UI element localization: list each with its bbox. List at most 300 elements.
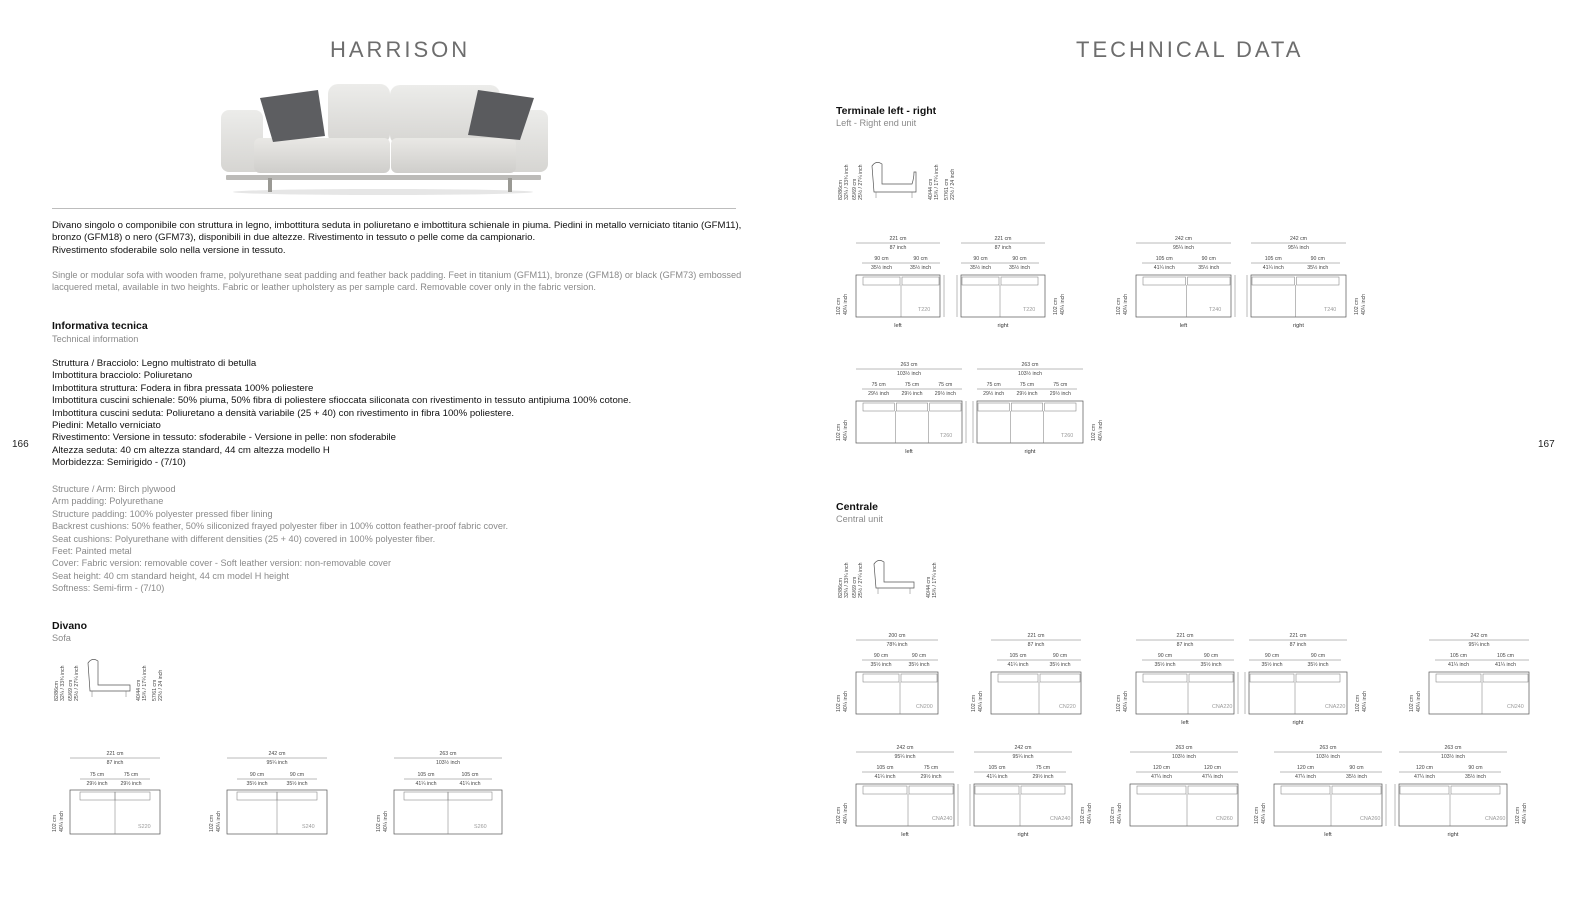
side-label: left bbox=[1181, 720, 1189, 726]
segment-inch: 35½ inch bbox=[909, 265, 932, 271]
segment-cm: 120 cm bbox=[1152, 765, 1171, 771]
depth-inch: 40¼ inch bbox=[1361, 293, 1367, 315]
segment-inch: 29½ inch bbox=[1049, 391, 1071, 397]
central-side-profile bbox=[836, 556, 946, 602]
unit-code: S220 bbox=[138, 824, 151, 830]
back-cushion bbox=[1021, 786, 1065, 794]
sofa-hero-image bbox=[218, 80, 548, 195]
segment-inch: 35½ inch bbox=[1049, 662, 1071, 668]
depth-inch: 40¼ inch bbox=[59, 810, 65, 832]
segment-inch: 47¼ inch bbox=[1413, 774, 1436, 780]
segment-inch: 35½ inch bbox=[1008, 265, 1031, 271]
depth-cm: 102 cm bbox=[1116, 297, 1122, 315]
depth-inch: 40¼ inch bbox=[978, 690, 984, 712]
central-heading: Centrale bbox=[836, 501, 879, 513]
width-cm: 242 cm bbox=[1289, 236, 1308, 242]
central-plan-cna220-right bbox=[1243, 630, 1387, 730]
desc-en-line: lacquered metal, available in two heights. Fabric or leather upholstery as per sample card. Removable cover only in the fabric version. bbox=[52, 282, 596, 293]
tech-en-line: Softness: Semi-firm - (7/10) bbox=[52, 583, 165, 594]
central-plan-cna260-right bbox=[1393, 742, 1547, 842]
side-dim-text: 15¾ / 17¼ inch bbox=[142, 665, 148, 701]
back-cushion bbox=[1296, 674, 1340, 682]
segment-cm: 90 cm bbox=[1157, 653, 1173, 659]
width-cm: 263 cm bbox=[1319, 745, 1337, 751]
width-inch: 87 inch bbox=[889, 245, 907, 251]
width-inch: 95¼ inch bbox=[1172, 245, 1195, 251]
depth-inch: 40¼ inch bbox=[1123, 690, 1129, 712]
segment-cm: 105 cm bbox=[1155, 256, 1173, 262]
unit-code: CN260 bbox=[1216, 816, 1233, 822]
back-cushion bbox=[1436, 674, 1481, 682]
segment-inch: 35½ inch bbox=[1154, 662, 1176, 668]
unit-code: T260 bbox=[940, 433, 953, 439]
back-cushion bbox=[909, 786, 953, 794]
segment-cm: 105 cm bbox=[1264, 256, 1282, 262]
end-plan-t260-left bbox=[832, 359, 984, 459]
width-inch: 103½ inch bbox=[1018, 371, 1042, 377]
side-label: right bbox=[1293, 323, 1304, 329]
depth-inch: 40¼ inch bbox=[1060, 293, 1066, 315]
tech-it-line: Rivestimento: Versione in tessuto: sfoderabile - Versione in pelle: non sfoderabile bbox=[52, 432, 396, 444]
width-cm: 221 cm bbox=[889, 236, 907, 242]
tech-it-line: Imbottitura bracciolo: Poliuretano bbox=[52, 370, 193, 382]
desc-it-line: Divano singolo o componibile con struttura in legno, imbottitura seduta in poliuretano e imbottitura schienale in piuma. Piedini in metallo verniciato titanio (GFM11), bbox=[52, 220, 742, 231]
segment-cm: 75 cm bbox=[1035, 765, 1051, 771]
tech-en-line: Cover: Fabric version: removable cover - Soft leather version: non-removable cover bbox=[52, 558, 392, 569]
depth-inch: 40¼ inch bbox=[1522, 802, 1528, 824]
unit-code: CN220 bbox=[1059, 704, 1076, 710]
end-unit-heading: Terminale left - right bbox=[836, 105, 937, 117]
segment-inch: 47¼ inch bbox=[1201, 774, 1224, 780]
back-cushion bbox=[1143, 674, 1187, 682]
side-dim-text: 65/69 cm bbox=[852, 576, 858, 598]
width-cm: 263 cm bbox=[1021, 362, 1039, 368]
segment-cm: 90 cm bbox=[1264, 653, 1280, 659]
back-cushion bbox=[902, 277, 939, 285]
depth-cm: 102 cm bbox=[836, 694, 842, 712]
end-plan-t240-right bbox=[1245, 233, 1386, 333]
segment-inch: 35½ inch bbox=[969, 265, 992, 271]
page-number-right: 167 bbox=[1538, 439, 1555, 450]
width-cm: 242 cm bbox=[896, 745, 914, 751]
depth-inch: 40¼ inch bbox=[216, 810, 222, 832]
width-inch: 103½ inch bbox=[1316, 754, 1340, 760]
unit-code: CN200 bbox=[916, 704, 933, 710]
width-inch: 103½ inch bbox=[1172, 754, 1196, 760]
tech-it-line: Imbottitura cuscini seduta: Poliuretano a densità variabile (25 + 40) con rivestimento in fibra 100% poliestere. bbox=[52, 407, 515, 419]
side-label: right bbox=[1447, 832, 1459, 838]
back-cushion bbox=[975, 786, 1019, 794]
tech-en-line: Feet: Painted metal bbox=[52, 546, 132, 557]
side-dim-text: 65/69 cm bbox=[68, 679, 74, 701]
central-plan-cn260-single bbox=[1106, 742, 1260, 842]
segment-cm: 90 cm bbox=[1468, 765, 1483, 771]
desc-it-line: Rivestimento sfoderabile solo nella versione in tessuto. bbox=[52, 244, 286, 256]
unit-code: T240 bbox=[1324, 307, 1337, 313]
segment-inch: 41¼ inch bbox=[1153, 265, 1175, 271]
side-label: right bbox=[1017, 832, 1029, 838]
segment-cm: 90 cm bbox=[873, 653, 889, 659]
width-cm: 263 cm bbox=[1175, 745, 1193, 751]
back-cushion bbox=[1188, 277, 1231, 285]
width-inch: 78¾ inch bbox=[886, 642, 908, 648]
depth-cm: 102 cm bbox=[836, 423, 842, 441]
seat-cm: 75 cm bbox=[123, 772, 139, 778]
back-cushion bbox=[901, 674, 937, 682]
segment-cm: 90 cm bbox=[913, 256, 928, 262]
back-cushion bbox=[863, 674, 899, 682]
width-cm: 221 cm bbox=[1176, 633, 1194, 639]
tech-en-line: Structure / Arm: Birch plywood bbox=[52, 484, 176, 494]
side-dim-text: 22½ / 24 inch bbox=[950, 168, 956, 200]
side-label: right bbox=[1024, 449, 1036, 455]
depth-inch: 40¼ inch bbox=[1362, 690, 1368, 712]
depth-inch: 40¼ inch bbox=[843, 802, 849, 824]
segment-cm: 75 cm bbox=[904, 382, 920, 388]
side-dim-text: 40/44 cm bbox=[926, 576, 932, 598]
width-inch: 95¼ inch bbox=[894, 754, 916, 760]
description-english bbox=[52, 269, 752, 294]
end-plan-t240-left bbox=[1112, 233, 1253, 333]
side-label: left bbox=[901, 832, 909, 838]
seat-inch: 35½ inch bbox=[286, 781, 308, 787]
segment-cm: 90 cm bbox=[1012, 256, 1027, 262]
side-label: left bbox=[1324, 832, 1332, 838]
tech-en-line: Arm padding: Polyurethane bbox=[52, 496, 164, 507]
side-dim-text: 57/61 cm bbox=[944, 178, 950, 200]
segment-inch: 47¼ inch bbox=[1294, 774, 1317, 780]
unit-code: CNA260 bbox=[1485, 816, 1506, 822]
depth-cm: 102 cm bbox=[376, 814, 382, 832]
back-cushion bbox=[930, 403, 961, 411]
sofa-side-profile bbox=[52, 655, 182, 705]
depth-inch: 40¼ inch bbox=[1123, 293, 1129, 315]
depth-inch: 40¼ inch bbox=[1416, 690, 1422, 712]
segment-cm: 90 cm bbox=[973, 256, 988, 262]
depth-cm: 102 cm bbox=[1091, 423, 1097, 441]
unit-code: S240 bbox=[302, 824, 315, 830]
segment-inch: 29½ inch bbox=[920, 774, 942, 780]
depth-cm: 102 cm bbox=[209, 814, 215, 832]
tech-en-line: Structure padding: 100% polyester pressed fiber lining bbox=[52, 508, 273, 519]
width-cm: 200 cm bbox=[888, 633, 906, 639]
segment-cm: 90 cm bbox=[1203, 653, 1219, 659]
width-inch: 87 inch bbox=[1289, 642, 1307, 648]
width-cm: 242 cm bbox=[268, 751, 286, 757]
side-dim-text: 82/86cm bbox=[54, 681, 60, 701]
side-label: right bbox=[997, 323, 1009, 329]
seat-cm: 105 cm bbox=[461, 772, 479, 778]
depth-cm: 102 cm bbox=[52, 814, 58, 832]
central-subheading: Central unit bbox=[836, 514, 883, 524]
segment-cm: 90 cm bbox=[1310, 256, 1325, 262]
segment-inch: 35½ inch bbox=[1307, 265, 1329, 271]
central-plan-cna260-left bbox=[1250, 742, 1404, 842]
seat-inch: 41¼ inch bbox=[459, 781, 481, 787]
back-cushion bbox=[1250, 674, 1294, 682]
width-inch: 95¼ inch bbox=[1287, 245, 1310, 251]
back-cushion bbox=[1137, 786, 1186, 794]
segment-inch: 41¼ inch bbox=[874, 774, 896, 780]
side-dim-text: 82/86cm bbox=[838, 180, 844, 200]
side-dim-text: 32¼ / 33¾ inch bbox=[844, 164, 850, 200]
back-cushion bbox=[1400, 786, 1449, 794]
segment-inch: 35½ inch bbox=[1198, 265, 1220, 271]
back-cushion bbox=[1001, 277, 1038, 285]
width-inch: 87 inch bbox=[1027, 642, 1045, 648]
depth-cm: 102 cm bbox=[836, 297, 842, 315]
segment-cm: 120 cm bbox=[1296, 765, 1315, 771]
segment-cm: 90 cm bbox=[874, 256, 889, 262]
unit-code: T260 bbox=[1061, 433, 1074, 439]
side-dim-text: 15¾ / 17¼ inch bbox=[934, 164, 940, 200]
tech-it-line: Morbidezza: Semirigido - (7/10) bbox=[52, 457, 186, 469]
end-plan-t220-right bbox=[955, 233, 1085, 333]
segment-inch: 29½ inch bbox=[901, 391, 923, 397]
seat-inch: 29½ inch bbox=[86, 781, 108, 787]
segment-cm: 75 cm bbox=[938, 382, 953, 388]
back-cushion bbox=[863, 403, 894, 411]
segment-cm: 120 cm bbox=[1415, 765, 1434, 771]
segment-inch: 35½ inch bbox=[870, 265, 893, 271]
segment-cm: 90 cm bbox=[1310, 653, 1326, 659]
depth-cm: 102 cm bbox=[1080, 806, 1086, 824]
back-cushion bbox=[978, 403, 1009, 411]
unit-code: T220 bbox=[1023, 307, 1036, 313]
unit-code: CNA220 bbox=[1325, 704, 1346, 710]
depth-inch: 40¼ inch bbox=[1117, 802, 1123, 824]
end-plan-t260-right bbox=[971, 359, 1123, 459]
page-title-left: HARRISON bbox=[330, 37, 471, 62]
seat-inch: 29½ inch bbox=[120, 781, 142, 787]
side-dim-text: 25½ / 27¼ inch bbox=[858, 562, 864, 598]
depth-inch: 40¼ inch bbox=[1098, 419, 1104, 441]
segment-inch: 29½ inch bbox=[1016, 391, 1038, 397]
back-cushion bbox=[1045, 403, 1076, 411]
width-inch: 103½ inch bbox=[1441, 754, 1465, 760]
back-cushion bbox=[863, 277, 900, 285]
side-dim-text: 40/44 cm bbox=[928, 178, 934, 200]
seat-cm: 105 cm bbox=[417, 772, 435, 778]
tech-heading: Informativa tecnica bbox=[52, 320, 148, 332]
tech-en-line: Seat cushions: Polyurethane with different densities (25 + 40) covered in 100% polyester fiber. bbox=[52, 533, 436, 544]
segment-inch: 35½ inch bbox=[1464, 774, 1487, 780]
width-cm: 221 cm bbox=[1289, 633, 1307, 639]
central-plan-cn220-single bbox=[967, 630, 1103, 730]
back-cushion bbox=[1297, 277, 1340, 285]
side-dim-text: 32¼ / 33¾ inch bbox=[60, 665, 66, 701]
segment-inch: 29½ inch bbox=[1032, 774, 1054, 780]
segment-cm: 90 cm bbox=[1052, 653, 1068, 659]
page-number-left: 166 bbox=[12, 439, 29, 450]
tech-english bbox=[52, 483, 508, 595]
description-italian bbox=[52, 220, 752, 257]
end-unit-side-profile bbox=[836, 158, 966, 204]
unit-code: T220 bbox=[918, 307, 931, 313]
side-dim-text: 40/44 cm bbox=[136, 679, 142, 701]
segment-cm: 75 cm bbox=[1053, 382, 1068, 388]
segment-inch: 35½ inch bbox=[1261, 662, 1283, 668]
segment-inch: 35½ inch bbox=[1307, 662, 1329, 668]
side-dim-text: 15¾ / 17¼ inch bbox=[932, 562, 938, 598]
sofa-plan-s240 bbox=[205, 748, 335, 838]
tech-italian bbox=[52, 358, 631, 470]
back-cushion bbox=[896, 403, 927, 411]
depth-cm: 102 cm bbox=[1254, 806, 1260, 824]
segment-inch: 41¼ inch bbox=[1494, 662, 1517, 668]
depth-cm: 102 cm bbox=[1355, 694, 1361, 712]
back-cushion bbox=[1143, 277, 1186, 285]
segment-cm: 90 cm bbox=[1201, 256, 1216, 262]
back-cushion bbox=[863, 786, 907, 794]
sofa-plan-s220 bbox=[48, 748, 168, 838]
back-cushion bbox=[1189, 674, 1233, 682]
end-unit-subheading: Left - Right end unit bbox=[836, 118, 917, 128]
depth-inch: 40¼ inch bbox=[1261, 802, 1267, 824]
seat-cm: 90 cm bbox=[249, 772, 265, 778]
segment-inch: 35½ inch bbox=[1200, 662, 1222, 668]
depth-cm: 102 cm bbox=[1515, 806, 1521, 824]
seat-cm: 75 cm bbox=[89, 772, 105, 778]
back-cushion bbox=[1040, 674, 1080, 682]
divider-left bbox=[52, 208, 736, 209]
sofa-heading: Divano bbox=[52, 620, 88, 632]
page-title-right: TECHNICAL DATA bbox=[1076, 37, 1304, 62]
depth-inch: 40¼ inch bbox=[843, 690, 849, 712]
sofa-subheading: Sofa bbox=[52, 633, 71, 643]
side-label: right bbox=[1292, 720, 1304, 726]
segment-inch: 29½ inch bbox=[868, 391, 890, 397]
desc-it-line: bronzo (GFM18) o nero (GFM73), disponibili in due altezze. Rivestimento in tessuto o pelle come da campionario. bbox=[52, 232, 536, 244]
depth-inch: 40¼ inch bbox=[383, 810, 389, 832]
segment-cm: 75 cm bbox=[871, 382, 886, 388]
segment-inch: 35½ inch bbox=[1345, 774, 1368, 780]
segment-cm: 105 cm bbox=[1009, 653, 1027, 659]
width-cm: 242 cm bbox=[1014, 745, 1032, 751]
unit-code: CN240 bbox=[1507, 704, 1524, 710]
seat-inch: 35½ inch bbox=[246, 781, 268, 787]
segment-cm: 105 cm bbox=[988, 765, 1006, 771]
depth-inch: 40¼ inch bbox=[843, 419, 849, 441]
tech-it-line: Struttura / Bracciolo: Legno multistrato di betulla bbox=[52, 358, 257, 369]
side-dim-text: 25½ / 27¼ inch bbox=[858, 164, 864, 200]
central-plan-cn200-single bbox=[832, 630, 960, 730]
seat-inch: 41¼ inch bbox=[415, 781, 437, 787]
tech-subheading: Technical information bbox=[52, 334, 139, 344]
segment-inch: 41¼ inch bbox=[986, 774, 1008, 780]
segment-cm: 120 cm bbox=[1203, 765, 1222, 771]
unit-code: T240 bbox=[1209, 307, 1222, 313]
segment-inch: 41¼ inch bbox=[1007, 662, 1029, 668]
width-cm: 242 cm bbox=[1174, 236, 1193, 242]
tech-it-line: Altezza seduta: 40 cm altezza standard, 44 cm altezza modello H bbox=[52, 444, 330, 456]
segment-inch: 29½ inch bbox=[934, 391, 956, 397]
back-cushion bbox=[1483, 674, 1528, 682]
segment-cm: 105 cm bbox=[1496, 653, 1515, 659]
central-plan-cna220-left bbox=[1112, 630, 1256, 730]
central-plan-cn240-single bbox=[1405, 630, 1551, 730]
width-cm: 263 cm bbox=[439, 751, 457, 757]
depth-cm: 102 cm bbox=[1053, 297, 1059, 315]
tech-en-line: Seat height: 40 cm standard height, 44 cm model H height bbox=[52, 570, 289, 581]
depth-cm: 102 cm bbox=[971, 694, 977, 712]
segment-cm: 90 cm bbox=[911, 653, 927, 659]
unit-code: CNA260 bbox=[1360, 816, 1381, 822]
side-dim-text: 22½ / 24 inch bbox=[158, 669, 164, 701]
depth-inch: 40¼ inch bbox=[843, 293, 849, 315]
width-cm: 242 cm bbox=[1470, 633, 1488, 639]
depth-cm: 102 cm bbox=[1354, 297, 1360, 315]
width-cm: 221 cm bbox=[1027, 633, 1045, 639]
segment-cm: 75 cm bbox=[923, 765, 939, 771]
depth-cm: 102 cm bbox=[1110, 806, 1116, 824]
segment-inch: 35½ inch bbox=[870, 662, 892, 668]
width-inch: 87 inch bbox=[106, 760, 124, 766]
segment-cm: 75 cm bbox=[986, 382, 1001, 388]
side-dim-text: 57/61 cm bbox=[152, 679, 158, 701]
back-cushion bbox=[1451, 786, 1500, 794]
side-dim-text: 25½ / 27¼ inch bbox=[74, 665, 80, 701]
depth-cm: 102 cm bbox=[836, 806, 842, 824]
back-cushion bbox=[1332, 786, 1381, 794]
side-dim-text: 82/86cm bbox=[838, 578, 844, 598]
width-inch: 95¼ inch bbox=[266, 760, 288, 766]
segment-inch: 41¼ inch bbox=[1447, 662, 1470, 668]
depth-inch: 40¼ inch bbox=[1087, 802, 1093, 824]
side-label: left bbox=[1179, 323, 1188, 329]
side-dim-text: 65/69 cm bbox=[852, 178, 858, 200]
side-dim-text: 32¼ / 33¾ inch bbox=[844, 562, 850, 598]
depth-cm: 102 cm bbox=[1116, 694, 1122, 712]
back-cushion bbox=[1188, 786, 1237, 794]
seat-cm: 90 cm bbox=[289, 772, 305, 778]
back-cushion bbox=[962, 277, 999, 285]
segment-cm: 105 cm bbox=[876, 765, 894, 771]
central-plan-cna240-right bbox=[968, 742, 1112, 842]
segment-inch: 41¼ inch bbox=[1262, 265, 1284, 271]
central-plan-cna240-left bbox=[832, 742, 976, 842]
depth-cm: 102 cm bbox=[1409, 694, 1415, 712]
width-cm: 221 cm bbox=[106, 751, 124, 757]
back-cushion bbox=[1252, 277, 1295, 285]
sofa-plan-s260 bbox=[372, 748, 512, 838]
back-cushion bbox=[998, 674, 1038, 682]
segment-inch: 35½ inch bbox=[908, 662, 930, 668]
width-inch: 87 inch bbox=[1176, 642, 1194, 648]
segment-inch: 47¼ inch bbox=[1150, 774, 1173, 780]
unit-code: CNA240 bbox=[932, 816, 953, 822]
width-inch: 95¼ inch bbox=[1012, 754, 1034, 760]
side-label: left bbox=[894, 323, 902, 329]
width-cm: 263 cm bbox=[900, 362, 918, 368]
segment-cm: 105 cm bbox=[1449, 653, 1468, 659]
width-inch: 103½ inch bbox=[897, 371, 921, 377]
width-inch: 95¼ inch bbox=[1468, 642, 1490, 648]
back-cushion bbox=[1011, 403, 1042, 411]
width-inch: 87 inch bbox=[994, 245, 1012, 251]
unit-code: S260 bbox=[474, 824, 487, 830]
tech-it-line: Piedini: Metallo verniciato bbox=[52, 420, 161, 432]
unit-code: CNA240 bbox=[1050, 816, 1071, 822]
width-inch: 103½ inch bbox=[436, 760, 460, 766]
tech-it-line: Imbottitura struttura: Fodera in fibra pressata 100% poliestere bbox=[52, 382, 314, 394]
segment-inch: 29½ inch bbox=[983, 391, 1005, 397]
segment-cm: 90 cm bbox=[1349, 765, 1364, 771]
end-plan-t220-left bbox=[832, 233, 962, 333]
width-cm: 221 cm bbox=[994, 236, 1012, 242]
segment-cm: 75 cm bbox=[1019, 382, 1035, 388]
tech-it-line: Imbottitura cuscini schienale: 50% piuma, 50% fibra di poliestere sfioccata siliconata con rivestimento in tessuto antipiuma 100% cotone. bbox=[52, 395, 632, 407]
